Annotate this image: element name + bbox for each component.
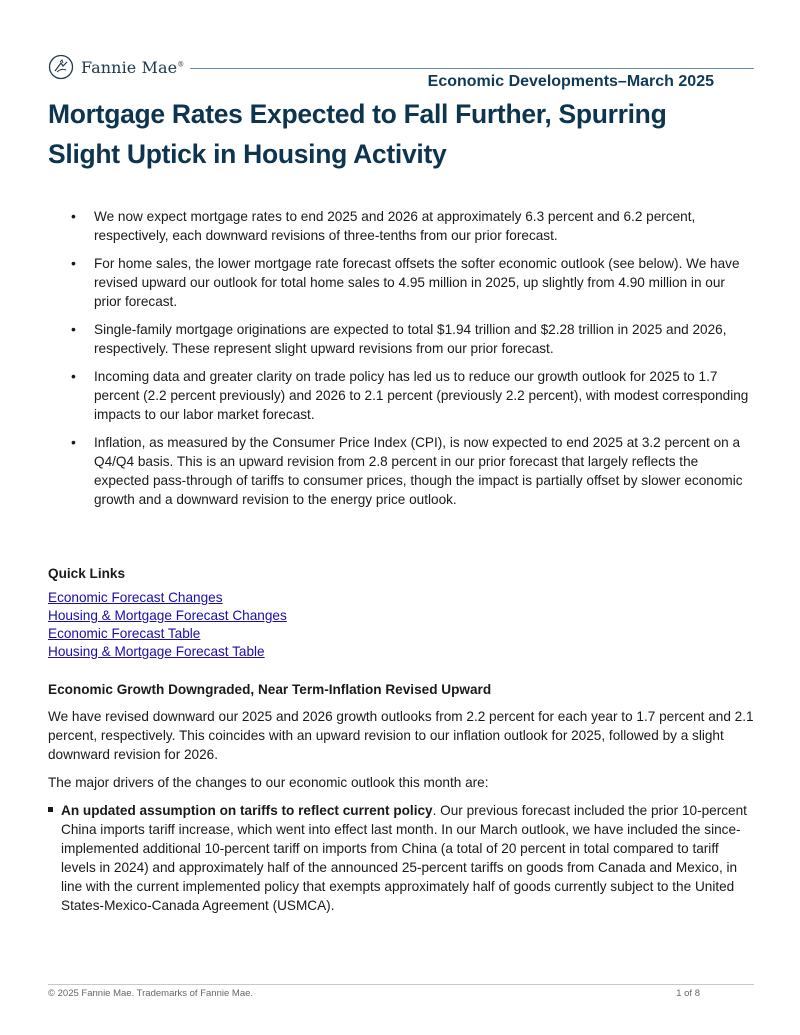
key-point: • We now expect mortgage rates to end 2025 and 2026 at approximately 6.3 percent and 6.2 percent, respectively, each downward revisions of three-tenths from our prior forecast.: [48, 207, 754, 245]
logo-text: Fannie Mae®: [81, 57, 185, 77]
key-point: • Single-family mortgage originations are expected to total $1.94 trillion and $2.28 trillion in 2025 and 2026, respectively. These represent slight upward revisions from our prior forecast.: [48, 320, 754, 358]
header-divider: [190, 68, 754, 69]
key-points-list: [48, 207, 754, 518]
report-series-title: Economic Developments–March 2025: [427, 73, 714, 90]
economic-growth-section: [48, 682, 754, 915]
fannie-mae-logo: [48, 54, 184, 80]
link-housing-mortgage-forecast-changes[interactable]: Housing & Mortgage Forecast Changes: [48, 608, 287, 623]
link-economic-forecast-table[interactable]: Economic Forecast Table: [48, 626, 201, 641]
page-title: [48, 94, 728, 174]
title-line-2: Slight Uptick in Housing Activity: [48, 139, 447, 169]
driver-item-text: . Our previous forecast included the prior 10-percent China imports tariff increase, which went into effect last month. In our March outlook, we have included the since-implemented additional 10-percent tariff on imports from China (a total of 20 percent in total compared to tariff levels in 2024) and approximately half of the announced 25-percent tariffs on goods from Canada and Mexico, in line with the current implemented policy that exempts approximately half of goods currently subject to the United States-Mexico-Canada Agreement (USMCA).: [61, 803, 747, 913]
quick-links-heading: Quick Links: [48, 566, 126, 581]
link-housing-mortgage-forecast-table[interactable]: Housing & Mortgage Forecast Table: [48, 644, 265, 659]
drivers-list: [48, 801, 754, 915]
page-header: [48, 54, 754, 94]
title-line-1: Mortgage Rates Expected to Fall Further, Spurring: [48, 99, 667, 129]
page-number: 1 of 8: [676, 988, 700, 999]
key-point: • Inflation, as measured by the Consumer Price Index (CPI), is now expected to end 2025 at 3.2 percent on a Q4/Q4 basis. This is an upward revision from 2.8 percent in our prior forecast that largely reflects the expected pass-through of tariffs to consumer prices, though the impact is partially offset by slower economic growth and a downward revision to the energy price outlook.: [48, 433, 754, 509]
section-paragraph: We have revised downward our 2025 and 2026 growth outlooks from 2.2 percent for each year to 1.7 percent and 2.1 percent, respectively. This coincides with an upward revision to our inflation outlook for 2025, followed by a slight downward revision for 2026.: [48, 709, 754, 762]
driver-item-title: An updated assumption on tariffs to reflect current policy: [61, 803, 433, 818]
driver-item: [48, 801, 754, 915]
section-paragraph: The major drivers of the changes to our economic outlook this month are:: [48, 775, 489, 790]
footer-copyright: © 2025 Fannie Mae. Trademarks of Fannie Mae.: [48, 988, 254, 999]
section-heading: Economic Growth Downgraded, Near Term-Inflation Revised Upward: [48, 682, 492, 697]
footer-divider: [48, 984, 754, 985]
key-point: • For home sales, the lower mortgage rate forecast offsets the softer economic outlook (see below). We have revised upward our outlook for total home sales to 4.95 million in 2025, up slightly from 4.90 million in our prior forecast.: [48, 254, 754, 311]
fannie-mae-logo-icon: [48, 54, 74, 80]
key-point: • Incoming data and greater clarity on trade policy has led us to reduce our growth outlook for 2025 to 1.7 percent (2.2 percent previously) and 2026 to 2.1 percent (previously 2.2 percent), with modest corresponding impacts to our labor market forecast.: [48, 367, 754, 424]
link-economic-forecast-changes[interactable]: Economic Forecast Changes: [48, 590, 223, 605]
quick-links: [48, 566, 287, 661]
